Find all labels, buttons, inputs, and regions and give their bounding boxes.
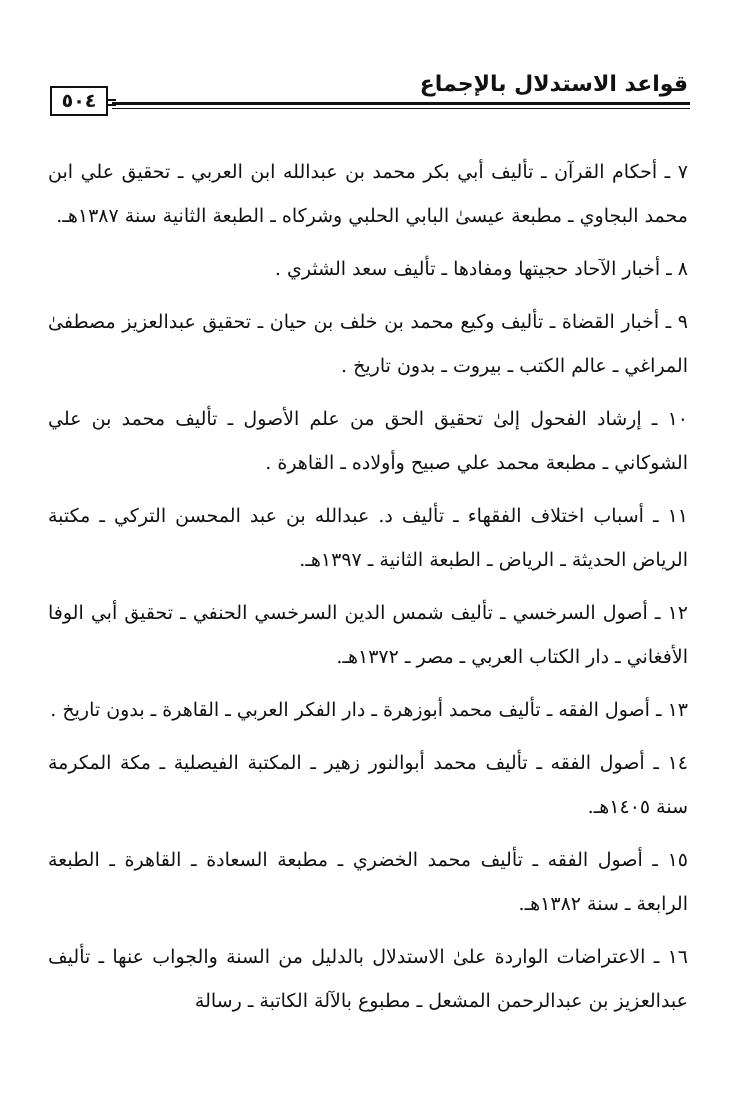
bibliography-entry-8: ٨ ـ أخبار الآحاد حجيتها ومفادها ـ تأليف سعد الشثري .	[274, 258, 688, 280]
bibliography-entry-15: ١٥ ـ أصول الفقه ـ تأليف محمد الخضري ـ مطبعة السعادة ـ القاهرة ـ الطبعة الرابعة ـ سنة ١٣٨٢هـ.	[48, 849, 688, 915]
page-number-connector	[108, 104, 116, 106]
bibliography-entry-13: ١٣ ـ أصول الفقه ـ تأليف محمد أبوزهرة ـ دار الفكر العربي ـ القاهرة ـ بدون تاريخ .	[50, 699, 688, 721]
page-number: ٥٠٤	[50, 86, 108, 116]
header-rule-thin	[112, 108, 690, 109]
bibliography-entry-11: ١١ ـ أسباب اختلاف الفقهاء ـ تأليف د. عبدالله بن عبد المحسن التركي ـ مكتبة الرياض الحديثة ـ الرياض ـ الطبعة الثانية ـ ١٣٩٧هـ.	[48, 505, 688, 571]
bibliography-entry-10: ١٠ ـ إرشاد الفحول إلىٰ تحقيق الحق من علم الأصول ـ تأليف محمد بن علي الشوكاني ـ مطبعة محمد علي صبيح وأولاده ـ القاهرة .	[48, 408, 688, 474]
page-header	[0, 0, 750, 120]
running-title: قواعد الاستدلال بالإجماع	[419, 72, 688, 97]
bibliography-entry-9: ٩ ـ أخبار القضاة ـ تأليف وكيع محمد بن خلف بن حيان ـ تحقيق عبدالعزيز مصطفىٰ المراغي ـ عالم الكتب ـ بيروت ـ بدون تاريخ .	[48, 311, 688, 377]
bibliography-entry-16: ١٦ ـ الاعتراضات الواردة علىٰ الاستدلال بالدليل من السنة والجواب عنها ـ تأليف عبدالعزيز بن عبدالرحمن المشعل ـ مطبوع بالآلة الكاتبة ـ رسالة	[48, 946, 688, 1012]
bibliography-entry-12: ١٢ ـ أصول السرخسي ـ تأليف شمس الدين السرخسي الحنفي ـ تحقيق أبي الوفا الأفغاني ـ دار الكتاب العربي ـ مصر ـ ١٣٧٢هـ.	[48, 602, 688, 668]
bibliography-entry-7: ٧ ـ أحكام القرآن ـ تأليف أبي بكر محمد بن عبدالله ابن العربي ـ تحقيق علي ابن محمد البجاوي ـ مطبعة عيسىٰ البابي الحلبي وشركاه ـ الطبعة الثانية سنة ١٣٨٧هـ.	[48, 161, 688, 227]
bibliography-list	[48, 150, 688, 1032]
header-rule-thick	[112, 102, 690, 105]
page-number-connector	[108, 99, 116, 101]
bibliography-entry-14: ١٤ ـ أصول الفقه ـ تأليف محمد أبوالنور زهير ـ المكتبة الفيصلية ـ مكة المكرمة سنة ١٤٠٥هـ.	[48, 752, 688, 818]
